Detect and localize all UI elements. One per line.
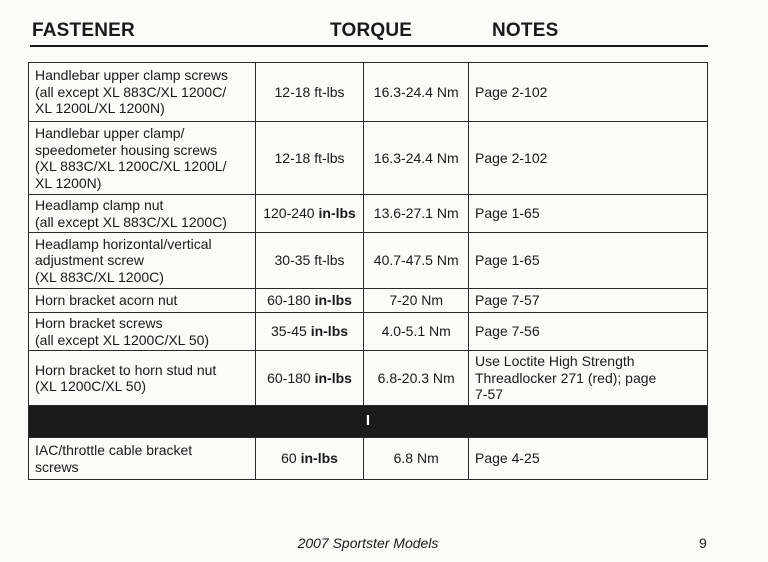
newton-meter-cell: 7-20 Nm	[364, 289, 469, 313]
torque-value: 60-180	[267, 369, 315, 386]
torque-cell	[255, 289, 364, 313]
cell-line: (XL 1200C/XL 50)	[35, 378, 147, 394]
notes-cell	[469, 351, 708, 406]
torque-table	[28, 62, 708, 480]
cell-line: Page 1-65	[475, 252, 540, 269]
cell-line: Page 7-56	[475, 323, 540, 340]
cell-line: Headlamp horizontal/vertical	[35, 235, 212, 252]
footer-title: 2007 Sportster Models	[297, 535, 439, 551]
cell-line: (all except XL 1200C/XL 50)	[35, 331, 210, 348]
cell-line: Page 1-65	[475, 205, 540, 222]
torque-column-header: TORQUE	[330, 20, 413, 41]
cell-line: IAC/throttle cable bracket	[35, 442, 193, 458]
newton-meter-cell: 16.3-24.4 Nm	[364, 63, 469, 122]
torque-unit: in-lbs	[300, 450, 338, 467]
cell-line: (XL 883C/XL 1200C)	[35, 268, 164, 285]
torque-value: 30-35 ft-lbs	[274, 252, 345, 269]
newton-meter-cell: 40.7-47.5 Nm	[364, 233, 469, 289]
header-rule	[30, 45, 708, 47]
cell-line: XL 1200N)	[35, 174, 102, 191]
table-row	[29, 63, 708, 122]
notes-cell	[469, 195, 708, 233]
torque-cell	[255, 313, 364, 351]
fastener-cell	[29, 233, 256, 289]
fastener-cell	[29, 289, 256, 313]
notes-column-header: NOTES	[492, 20, 559, 41]
page-number: 9	[699, 535, 707, 551]
fastener-cell	[29, 313, 256, 351]
table-header	[30, 20, 708, 44]
cell-line: 7-57	[475, 386, 504, 403]
cell-line: Page 7-57	[475, 292, 540, 309]
cell-line: Horn bracket screws	[35, 315, 163, 331]
cell-line: Use Loctite High Strength	[475, 353, 635, 370]
torque-value: 12-18 ft-lbs	[274, 149, 345, 166]
notes-cell	[469, 438, 708, 480]
cell-line: Headlamp clamp nut	[35, 197, 164, 213]
cell-line: Page 4-25	[475, 450, 540, 467]
newton-meter-cell: 6.8 Nm	[364, 438, 469, 480]
table-row	[29, 122, 708, 195]
torque-unit: in-lbs	[318, 205, 356, 222]
torque-value: 12-18 ft-lbs	[274, 83, 345, 100]
table-row	[29, 195, 708, 233]
section-band	[29, 406, 708, 438]
newton-meter-cell: 6.8-20.3 Nm	[364, 351, 469, 406]
fastener-column-header: FASTENER	[32, 20, 135, 41]
cell-line: screws	[35, 458, 79, 475]
torque-cell	[255, 233, 364, 289]
fastener-cell	[29, 351, 256, 406]
cell-line: Horn bracket to horn stud nut	[35, 361, 217, 378]
cell-line: (XL 883C/XL 1200C/XL 1200L/	[35, 158, 227, 174]
torque-unit: in-lbs	[310, 323, 349, 340]
table-row	[29, 438, 708, 480]
notes-cell	[469, 122, 708, 195]
cell-line: Handlebar upper clamp/	[35, 125, 185, 141]
fastener-cell	[29, 63, 256, 122]
cell-line: Page 2-102	[475, 83, 548, 100]
torque-unit: in-lbs	[314, 369, 352, 386]
newton-meter-cell: 13.6-27.1 Nm	[364, 195, 469, 233]
newton-meter-cell: 4.0-5.1 Nm	[364, 313, 469, 351]
cell-line: Page 2-102	[475, 149, 548, 166]
notes-cell	[469, 233, 708, 289]
table-row	[29, 351, 708, 406]
cell-line: XL 1200L/XL 1200N)	[35, 100, 165, 117]
page-footer	[0, 535, 768, 553]
fastener-cell	[29, 195, 256, 233]
notes-cell	[469, 313, 708, 351]
cell-line: (all except XL 883C/XL 1200C/	[35, 83, 227, 100]
fastener-cell	[29, 438, 256, 480]
torque-cell	[255, 195, 364, 233]
torque-value: 120-240	[263, 205, 319, 222]
cell-line: Horn bracket acorn nut	[35, 292, 178, 309]
cell-line: Handlebar upper clamp screws	[35, 67, 228, 84]
torque-cell	[255, 63, 364, 122]
table-row	[29, 233, 708, 289]
newton-meter-cell: 16.3-24.4 Nm	[364, 122, 469, 195]
cell-line: (all except XL 883C/XL 1200C)	[35, 213, 227, 230]
torque-value: 60	[281, 450, 301, 467]
torque-unit: in-lbs	[314, 292, 352, 309]
notes-cell	[469, 289, 708, 313]
torque-value: 60-180	[267, 292, 315, 309]
torque-cell	[255, 351, 364, 406]
notes-cell	[469, 63, 708, 122]
torque-cell	[255, 438, 364, 480]
fastener-cell	[29, 122, 256, 195]
torque-cell	[255, 122, 364, 195]
cell-line: Threadlocker 271 (red); page	[475, 369, 657, 386]
cell-line: adjustment screw	[35, 252, 144, 269]
table-row	[29, 289, 708, 313]
cell-line: speedometer housing screws	[35, 141, 218, 158]
torque-value: 35-45	[271, 323, 311, 340]
section-letter: I	[29, 406, 708, 438]
table-row	[29, 313, 708, 351]
